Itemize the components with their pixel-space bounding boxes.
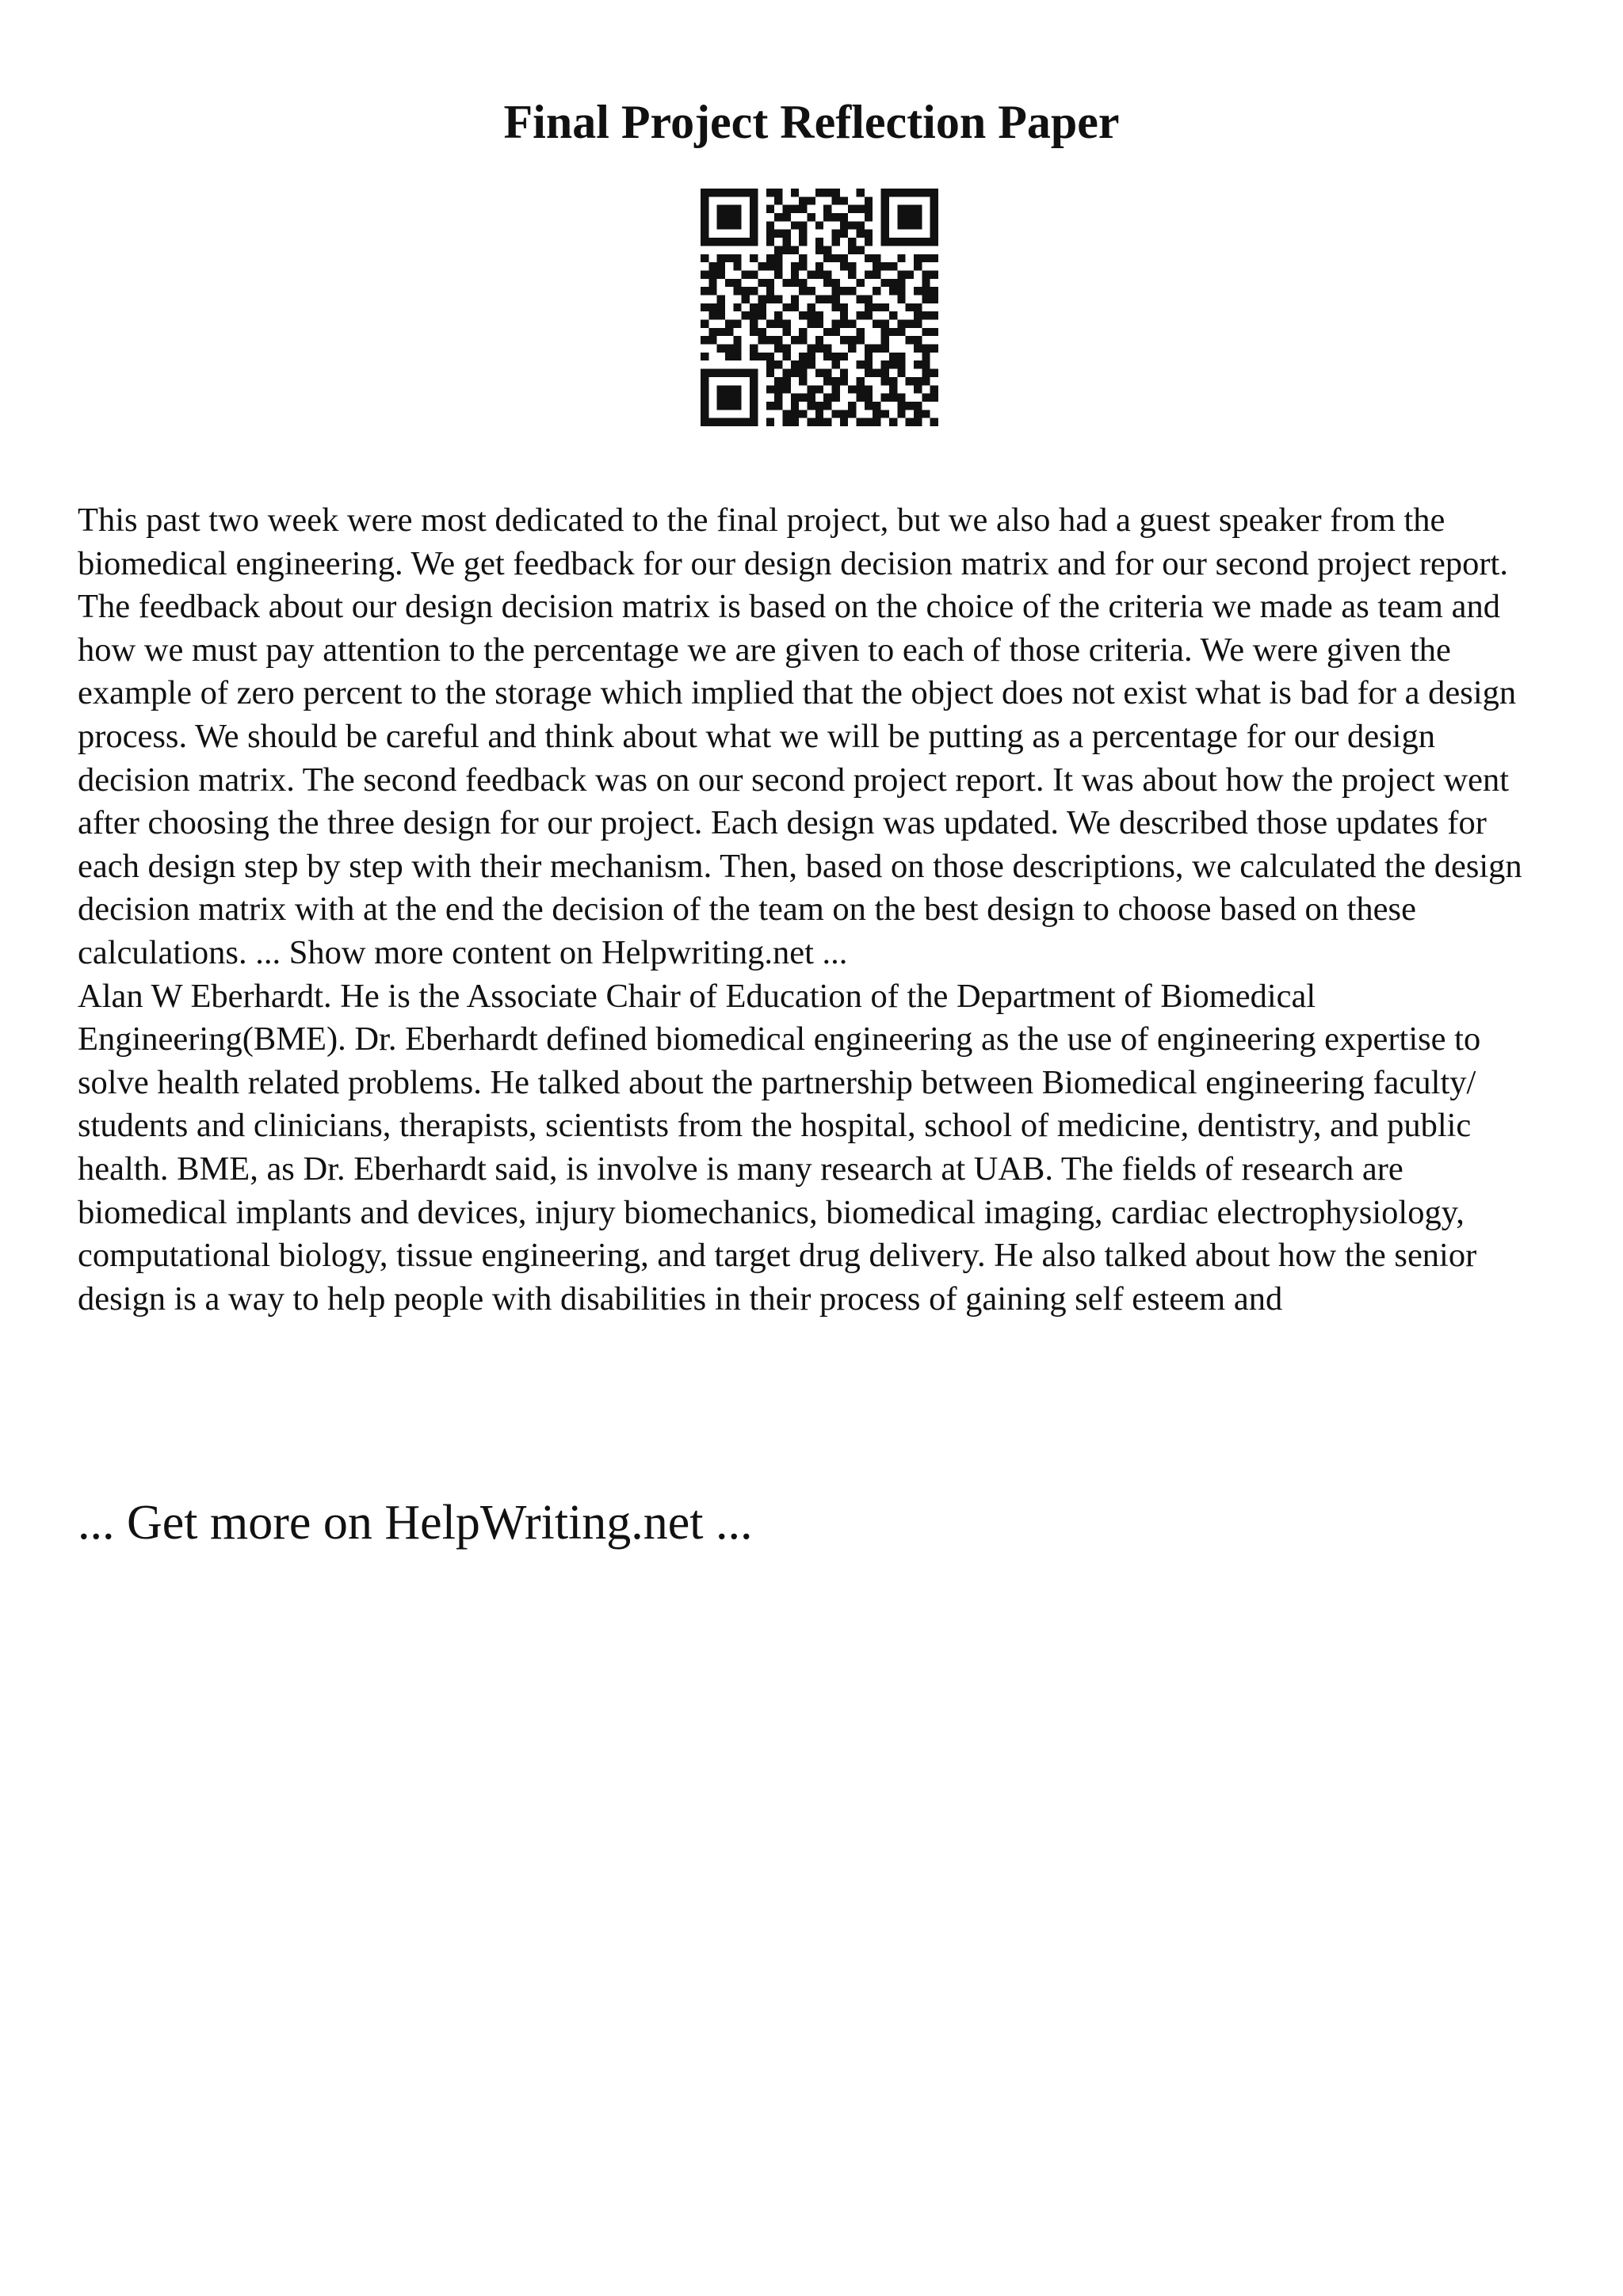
paragraph-feedback: The feedback about our design decision matrix is based on the choice of the criteria we made as team and how we must pay attention to the percentage we are given to each of those criteria. We were given the example of zero percent to the storage which implied that the object does not exist what is bad for a design process. We should be careful and think about what we will be putting as a percentage for our design decision matrix. The second feedback was on our second project report. It was about how the project went after choosing the three design for our project. Each design was updated. We described those updates for each design step by step with their mechanism. Then, based on those descriptions, we calculated the design decision matrix with at the end the decision of the team on the best design to choose based on these calculations. ... Show more content on Helpwriting.net ... <box>78 588 1522 971</box>
paragraph-intro: This past two week were most dedicated to the final project, but we also had a guest speaker from the biomedical engineering. We get feedback for our design decision matrix and for our second project report. <box>78 502 1508 582</box>
paragraph-guest-speaker: Alan W Eberhardt. He is the Associate Chair of Education of the Department of Biomedical Engineering(BME). Dr. Eberhardt defined biomedical engineering as the use of engineering expertise to solve health related problems. He talked about the partnership between Biomedical engineering faculty/ students and clinicians, therapists, scientists from the hospital, school of medicine, dentistry, and public health. BME, as Dr. Eberhardt said, is involve is many research at UAB. The fields of research are biomedical implants and devices, injury biomechanics, biomedical imaging, cardiac electrophysiology, computational biology, tissue engineering, and target drug delivery. He also talked about how the senior design is a way to help people with disabilities in their process of gaining self esteem and <box>78 977 1481 1318</box>
page-title: Final Project Reflection Paper <box>503 96 1120 148</box>
body-text <box>78 499 1553 1321</box>
get-more-link[interactable]: ... Get more on HelpWriting.net ... <box>78 1496 753 1550</box>
qr-code-icon <box>701 189 938 426</box>
